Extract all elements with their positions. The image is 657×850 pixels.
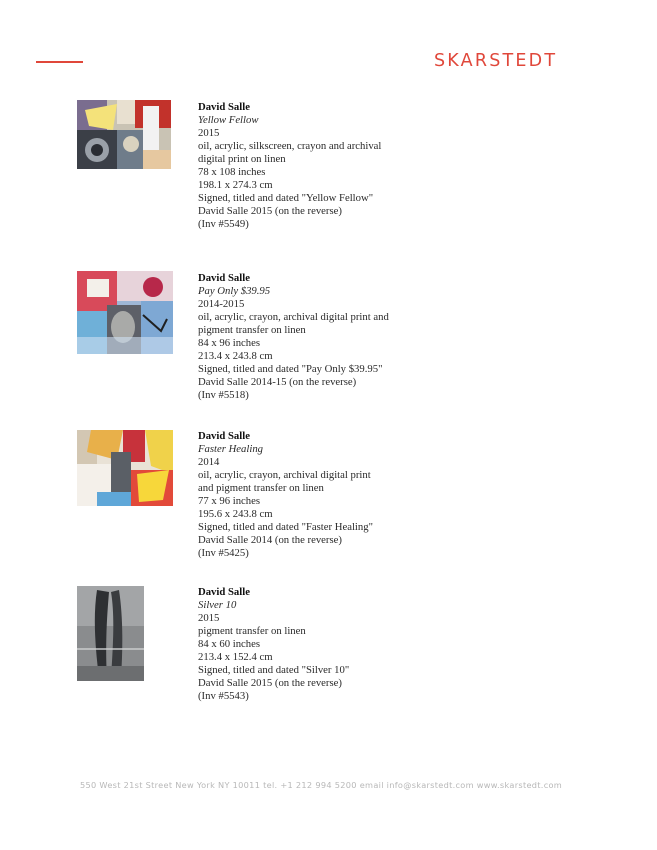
- artwork-year: 2014-2015: [198, 298, 245, 310]
- artist-name: David Salle: [198, 272, 250, 284]
- artwork-signature-line-2: David Salle 2015 (on the reverse): [198, 205, 342, 217]
- artwork-title: Faster Healing: [198, 443, 264, 455]
- artist-name: David Salle: [198, 101, 250, 113]
- artwork-signature-line-1: Signed, titled and dated "Faster Healing": [198, 521, 373, 533]
- artwork-inventory: (Inv #5543): [198, 690, 249, 702]
- artist-name: David Salle: [198, 586, 250, 598]
- artwork-medium-line-1: oil, acrylic, crayon, archival digital print and: [198, 311, 389, 323]
- artwork-medium-line-1: pigment transfer on linen: [198, 625, 306, 637]
- artwork-inventory: (Inv #5549): [198, 218, 249, 230]
- artwork-signature-line-2: David Salle 2014 (on the reverse): [198, 534, 342, 546]
- artwork-medium-line-2: pigment transfer on linen: [198, 324, 306, 336]
- artwork-year: 2015: [198, 127, 220, 139]
- artwork-signature-line-1: Signed, titled and dated "Pay Only $39.95": [198, 363, 383, 375]
- footer-contact-line: 550 West 21st Street New York NY 10011 tel. +1 212 994 5200 email info@skarstedt.com www.skarstedt.com: [80, 780, 563, 790]
- artwork-size-cm: 195.6 x 243.8 cm: [198, 508, 273, 520]
- artwork-title: Yellow Fellow: [198, 114, 259, 126]
- artwork-thumbnail-silver-10: [77, 586, 144, 681]
- artwork-caption: [198, 430, 373, 560]
- artwork-size-inches: 77 x 96 inches: [198, 495, 261, 507]
- artwork-signature-line-1: Signed, titled and dated "Silver 10": [198, 664, 350, 676]
- artwork-size-cm: 198.1 x 274.3 cm: [198, 179, 273, 191]
- artwork-thumbnail-pay-only: [77, 271, 173, 354]
- artwork-caption: [198, 272, 389, 402]
- artwork-medium-line-1: oil, acrylic, silkscreen, crayon and archival: [198, 140, 382, 152]
- artwork-year: 2014: [198, 456, 220, 468]
- artwork-signature-line-1: Signed, titled and dated "Yellow Fellow": [198, 192, 374, 204]
- artwork-title: Pay Only $39.95: [198, 285, 271, 297]
- artwork-signature-line-2: David Salle 2015 (on the reverse): [198, 677, 342, 689]
- artwork-medium-line-1: oil, acrylic, crayon, archival digital print: [198, 469, 371, 481]
- artwork-title: Silver 10: [198, 599, 237, 611]
- artwork-inventory: (Inv #5518): [198, 389, 249, 401]
- artwork-thumbnail-yellow-fellow: [77, 100, 171, 169]
- gallery-logo: SKARSTEDT: [434, 51, 558, 71]
- artwork-signature-line-2: David Salle 2014-15 (on the reverse): [198, 376, 357, 388]
- artwork-caption: [198, 101, 381, 231]
- artwork-thumbnail-faster-healing: [77, 430, 173, 506]
- artwork-medium-line-2: digital print on linen: [198, 153, 286, 165]
- artwork-size-inches: 84 x 96 inches: [198, 337, 261, 349]
- artwork-size-cm: 213.4 x 152.4 cm: [198, 651, 273, 663]
- artwork-size-inches: 84 x 60 inches: [198, 638, 261, 650]
- artwork-year: 2015: [198, 612, 220, 624]
- header-accent-rule: [36, 61, 83, 63]
- artwork-inventory: (Inv #5425): [198, 547, 249, 559]
- artwork-size-cm: 213.4 x 243.8 cm: [198, 350, 273, 362]
- artwork-caption: [198, 586, 349, 703]
- artwork-medium-line-2: and pigment transfer on linen: [198, 482, 324, 494]
- artwork-size-inches: 78 x 108 inches: [198, 166, 266, 178]
- artist-name: David Salle: [198, 430, 250, 442]
